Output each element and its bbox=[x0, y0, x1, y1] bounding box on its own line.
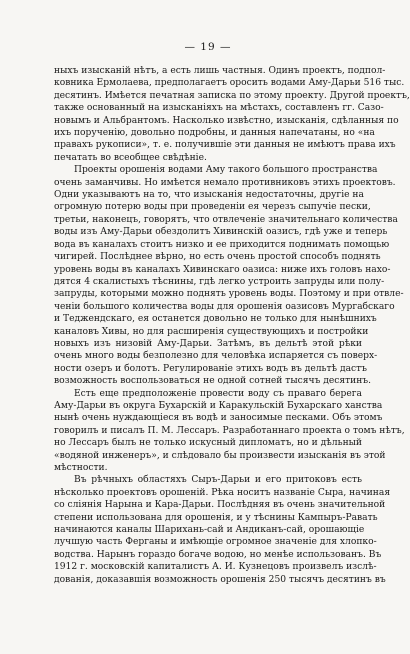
paragraph bbox=[54, 164, 404, 387]
text-line: очень много воды безполезно для человѣка испаряется съ поверх- bbox=[54, 351, 378, 362]
text-line: третьи, наконецъ, говорятъ, что отвлеченіе значительнаго количества bbox=[54, 214, 398, 225]
text-line: говорилъ и писалъ П. М. Лессаръ. Разработаннаго проекта о томъ нѣтъ, bbox=[54, 425, 405, 436]
text-line: Есть еще предположеніе провести воду съ праваго берега bbox=[74, 388, 362, 399]
text-line: 1912 г. московскій капиталистъ А. И. Кузнецовъ произвелъ изслѣ- bbox=[54, 562, 377, 573]
text-line: ныхъ изысканій нѣтъ, а есть лишь частныя. Одинъ проектъ, подпол- bbox=[54, 66, 386, 76]
text-line: нѣсколько проектовъ орошеній. Рѣка носитъ названіе Сыра, начиная bbox=[54, 487, 391, 498]
text-line: вода въ каналахъ стоитъ низко и ее приходится поднимать помощью bbox=[54, 239, 390, 250]
text-line: мѣстности. bbox=[54, 463, 108, 473]
text-line: дованія, доказавшія возможность орошенія 250 тысячъ десятинъ въ bbox=[54, 574, 386, 585]
page-number: — 19 — bbox=[184, 41, 232, 53]
text-line: «водяной инженеръ», и слѣдовало бы произвести изысканія въ этой bbox=[54, 450, 386, 461]
text-line: ченіи большого количества воды для орошенія оазисовъ Мургабскаго bbox=[54, 301, 395, 312]
text-line: новыхъ изъ низовій Аму-Дарьи. Затѣмъ, въ дельтѣ этой рѣки bbox=[54, 338, 362, 349]
paragraph bbox=[54, 65, 410, 164]
text-line: огромную потерю воды при проведеніи ея черезъ сыпучіе пески, bbox=[54, 202, 371, 213]
text-line: но Лессаръ былъ не только искусный дипломатъ, но и дѣльный bbox=[54, 438, 362, 449]
text-line: чигирей. Послѣднее вѣрно, но есть очень простой способъ поднять bbox=[54, 252, 381, 263]
text-line: также основанный на изысканіяхъ на мѣстахъ, составленъ гг. Сазо- bbox=[54, 103, 384, 114]
text-line: печатать во всеобщее свѣдѣніе. bbox=[54, 152, 207, 163]
text-line: Одни указываютъ на то, что изысканія недостаточны, другіе на bbox=[54, 190, 364, 201]
text-line: Проекты орошенія водами Аму такого большого пространства bbox=[74, 165, 378, 176]
text-line: степени использована для орошенія, и у тѣснины Кампыръ-Равать bbox=[54, 512, 378, 523]
text-line: лучшую часть Ферганы и имѣющіе огромное значеніе для хлопко- bbox=[54, 537, 377, 548]
text-line: ихъ порученію, довольно подробны, и данныя напечатаны, но «на bbox=[54, 128, 375, 139]
text-line: каналовъ Хивы, но для расширенія существующихъ и постройки bbox=[54, 326, 369, 337]
text-line: ковника Ермолаева, предполагаетъ оросить водами Аму-Дарьи 516 тыс. bbox=[54, 78, 405, 89]
text-line: воды изъ Аму-Дарьи обездолитъ Хивинскій оазисъ, гдѣ уже и теперь bbox=[54, 227, 388, 238]
text-line: Въ рѣчныхъ областяхъ Сыръ-Дарьи и его притоковъ есть bbox=[74, 475, 362, 486]
text-line: начинаются каналы Шарихань-сай и Андиканъ-сай, орошающіе bbox=[54, 525, 365, 536]
text-line: запруды, которыми можно поднять уровень воды. Поэтому и при отвле- bbox=[54, 289, 404, 300]
text-line: со слiянія Нарына и Кара-Дарьи. Послѣдняя въ очень значительной bbox=[54, 500, 386, 511]
text-line: правахъ рукописи», т. е. получившіе эти данныя не имѣютъ права ихъ bbox=[54, 140, 396, 151]
body-text bbox=[54, 65, 410, 586]
text-line: нынѣ очень нуждающіеся въ водѣ и заносимые песками. Объ этомъ bbox=[54, 413, 383, 424]
text-line: новымъ и Альбрантомъ. Насколько извѣстно, изысканія, сдѣланныя по bbox=[54, 115, 399, 126]
text-line: дятся 4 скалистыхъ тѣснины, гдѣ легко устроить запруды или полу- bbox=[54, 276, 385, 287]
paragraph bbox=[54, 474, 391, 586]
text-line: и Теджендскаго, ея останется довольно не только для нынѣшнихъ bbox=[54, 314, 377, 325]
text-line: возможность воспользоваться не одной сотней тысячъ десятинъ. bbox=[54, 376, 372, 387]
text-line: очень заманчивы. Но имѣется немало противниковъ этихъ проектовъ. bbox=[54, 177, 396, 188]
paragraph bbox=[54, 388, 405, 475]
text-line: ности озеръ и болотъ. Регулированіе этихъ водъ въ дельтѣ дастъ bbox=[54, 363, 367, 374]
text-line: водства. Нарынъ гораздо богаче водою, но менѣе использованъ. Въ bbox=[54, 549, 382, 560]
text-line: Аму-Дарьи въ округа Бухарскій и Каракульскій Бухарскаго ханства bbox=[54, 400, 383, 411]
text-line: десятинъ. Имѣется печатная записка по этому проекту. Другой проектъ, bbox=[54, 90, 410, 101]
text-line: уровень воды въ каналахъ Хивинскаго оазиса: ниже ихъ головъ нахо- bbox=[54, 264, 391, 275]
